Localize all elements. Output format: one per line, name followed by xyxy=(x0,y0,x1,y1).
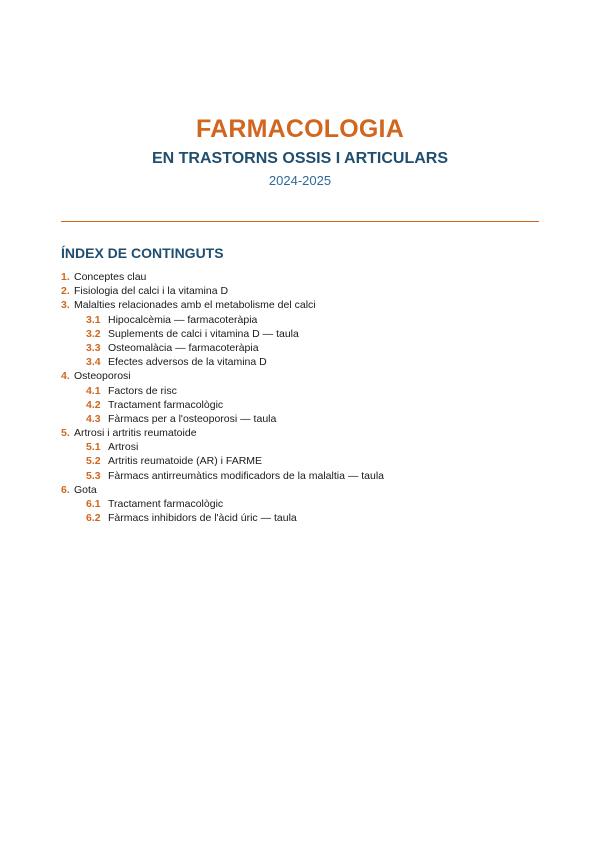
toc-item-label: Fisiologia del calci i la vitamina D xyxy=(74,285,229,298)
toc-item-label: Gota xyxy=(74,483,97,496)
toc-item-label: Fàrmacs antirreumàtics modificadors de la malaltia — taula xyxy=(108,469,385,482)
toc-item-number: 4.1 xyxy=(86,384,101,397)
toc-subsection-item[interactable] xyxy=(61,511,539,525)
toc-subsection-item[interactable] xyxy=(61,313,539,327)
toc-item-number: 3.4 xyxy=(86,356,101,369)
toc-section-item[interactable] xyxy=(61,270,539,284)
toc-item-number: 3.1 xyxy=(86,313,101,326)
toc-subsection-item[interactable] xyxy=(61,497,539,511)
table-of-contents xyxy=(61,270,539,525)
toc-subsection-item[interactable] xyxy=(61,412,539,426)
document-title: FARMACOLOGIA xyxy=(196,115,404,143)
academic-year: 2024-2025 xyxy=(268,173,332,188)
toc-subsection-item[interactable] xyxy=(61,440,539,454)
toc-item-number: 2. xyxy=(61,285,70,298)
toc-subsection-item[interactable] xyxy=(61,454,539,468)
toc-item-number: 5.2 xyxy=(86,455,101,468)
toc-item-label: Conceptes clau xyxy=(74,271,147,283)
toc-item-number: 4.3 xyxy=(86,412,101,425)
toc-subsection-item[interactable] xyxy=(61,341,539,355)
toc-subsection-item[interactable] xyxy=(61,355,539,369)
toc-item-label: Tractament farmacològic xyxy=(108,498,224,510)
toc-item-label: Fàrmacs per a l'osteoporosi — taula xyxy=(108,412,277,425)
toc-item-label: Osteoporosi xyxy=(74,370,131,383)
toc-section-item[interactable] xyxy=(61,298,539,312)
toc-heading: ÍNDEX DE CONTINGUTS xyxy=(61,245,224,261)
toc-item-label: Factors de risc xyxy=(108,384,177,397)
toc-item-number: 6. xyxy=(61,483,70,496)
toc-item-number: 3. xyxy=(61,299,70,312)
toc-item-label: Fàrmacs inhibidors de l'àcid úric — taula xyxy=(108,512,297,525)
toc-item-label: Tractament farmacològic xyxy=(108,398,224,411)
toc-subsection-item[interactable] xyxy=(61,469,539,483)
divider-line xyxy=(61,221,539,222)
toc-section-item[interactable] xyxy=(61,369,539,383)
toc-section-item[interactable] xyxy=(61,483,539,497)
toc-section-item[interactable] xyxy=(61,426,539,440)
toc-item-number: 6.1 xyxy=(86,498,101,510)
toc-subsection-item[interactable] xyxy=(61,398,539,412)
toc-item-label: Hipocalcèmia — farmacoteràpia xyxy=(108,313,258,326)
toc-item-label: Suplements de calci i vitamina D — taula xyxy=(108,327,299,340)
toc-subsection-item[interactable] xyxy=(61,327,539,341)
toc-subsection-item[interactable] xyxy=(61,384,539,398)
toc-item-label: Artrosi xyxy=(108,441,139,454)
toc-item-number: 3.2 xyxy=(86,327,101,340)
toc-item-number: 1. xyxy=(61,271,70,283)
document-subtitle: EN TRASTORNS OSSIS I ARTICULARS xyxy=(151,150,449,167)
toc-item-label: Artritis reumatoide (AR) i FARME xyxy=(108,455,263,468)
toc-item-number: 6.2 xyxy=(86,512,101,525)
toc-section-item[interactable] xyxy=(61,284,539,298)
toc-item-number: 5. xyxy=(61,427,70,440)
toc-item-label: Artrosi i artritis reumatoide xyxy=(74,427,197,440)
toc-item-number: 4. xyxy=(61,370,70,383)
toc-item-number: 5.3 xyxy=(86,469,101,482)
toc-item-number: 5.1 xyxy=(86,441,101,454)
toc-item-number: 4.2 xyxy=(86,398,101,411)
toc-item-label: Efectes adversos de la vitamina D xyxy=(108,356,267,369)
toc-item-label: Osteomalàcia — farmacoteràpia xyxy=(108,341,259,354)
toc-item-number: 3.3 xyxy=(86,341,101,354)
toc-item-label: Malalties relacionades amb el metabolisme del calci xyxy=(74,299,316,312)
